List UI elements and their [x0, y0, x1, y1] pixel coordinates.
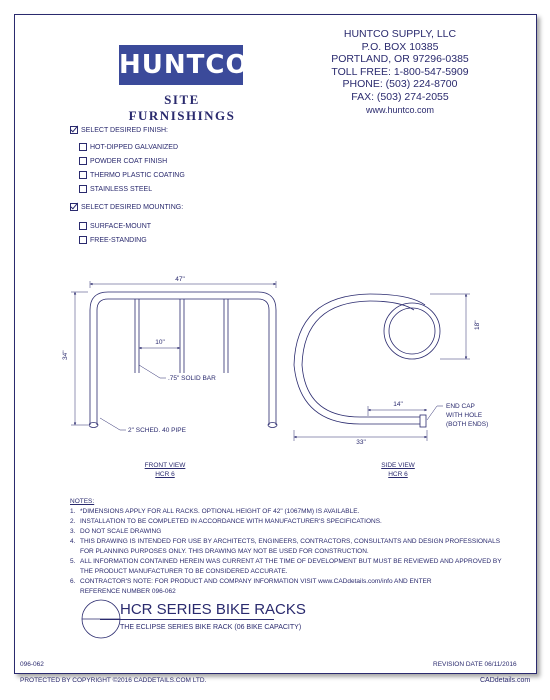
note-text: INSTALLATION TO BE COMPLETED IN ACCORDANCE WITH MANUFACTURER'S SPECIFICATIONS.	[80, 518, 382, 525]
note-item	[70, 567, 502, 577]
option-label: SURFACE-MOUNT	[90, 222, 152, 230]
drawing-title: HCR SERIES BIKE RACKS	[120, 601, 306, 618]
note-item	[70, 537, 502, 547]
note-item	[70, 547, 502, 557]
side-end-cap	[420, 415, 426, 427]
front-spacing-label: 10"	[155, 339, 165, 346]
drawing-subtitle: THE ECLIPSE SERIES BIKE RACK (06 BIKE CAPACITY)	[120, 624, 302, 631]
front-frame-outer	[90, 292, 276, 425]
end-cap-label-2: WITH HOLE	[446, 412, 483, 419]
option-label: THERMO PLASTIC COATING	[90, 171, 185, 179]
note-number: 2.	[70, 518, 76, 525]
note-item	[70, 527, 502, 537]
option-label: POWDER COAT FINISH	[90, 157, 168, 165]
note-item	[70, 577, 502, 587]
front-solid-bar-1	[135, 299, 139, 373]
company-name: HUNTCO SUPPLY, LLC	[343, 28, 457, 40]
end-cap-label-3: (BOTH ENDS)	[446, 421, 489, 428]
front-width-label: 47"	[175, 276, 185, 283]
note-text: FOR PLANNING PURPOSES ONLY. THIS DRAWING MAY NOT BE USED FOR CONSTRUCTION.	[80, 548, 369, 555]
option-label: STAINLESS STEEL	[90, 185, 153, 193]
note-item	[70, 517, 502, 527]
side-top-loop-inner	[389, 308, 435, 354]
company-phone: PHONE: (503) 224-8700	[342, 78, 458, 91]
side-view-label: SIDE VIEW	[381, 462, 415, 469]
company-po-box: P.O. BOX 10385	[361, 40, 439, 53]
notes-heading: NOTES:	[70, 498, 95, 505]
caddetails-link[interactable]: CADdetails.com	[480, 677, 531, 684]
note-number	[70, 567, 80, 577]
company-city: PORTLAND, OR 97296-0385	[331, 53, 469, 66]
option-label: FREE-STANDING	[90, 236, 147, 244]
note-number: 1.	[70, 508, 76, 515]
copyright-notice: PROTECTED BY COPYRIGHT ©2016 CADDETAILS.COM LTD.	[20, 677, 207, 684]
note-number	[70, 587, 80, 597]
note-text: REFERENCE NUMBER 096-062	[80, 588, 176, 595]
note-text: THE PRODUCT MANUFACTURER TO BE CONSIDERED ACCURATE.	[80, 568, 288, 575]
side-view-model: HCR 6	[388, 471, 408, 478]
note-number: 5.	[70, 558, 76, 565]
front-solid-bar-3	[224, 299, 228, 373]
note-number: 3.	[70, 528, 76, 535]
side-profile-inner	[302, 301, 414, 417]
side-inner-label: 14"	[393, 401, 403, 408]
front-height-label: 34"	[62, 350, 69, 360]
company-fax: FAX: (503) 274-2055	[351, 90, 449, 103]
revision-date: REVISION DATE 06/11/2016	[433, 661, 517, 668]
note-item	[70, 557, 502, 567]
logo-tagline: SITE FURNISHINGS	[128, 92, 236, 123]
note-item	[70, 507, 502, 517]
note-text: *DIMENSIONS APPLY FOR ALL RACKS. OPTIONAL HEIGHT OF 42" (1067MM) IS AVAILABLE.	[80, 508, 360, 515]
notes-section	[70, 497, 502, 597]
side-length-label: 33"	[356, 439, 366, 446]
option-label: HOT-DIPPED GALVANIZED	[90, 143, 179, 151]
note-text: THIS DRAWING IS INTENDED FOR USE BY ARCHITECTS, ENGINEERS, CONTRACTORS, CONSULTANTS AND DESIGN PROFESSIONALS	[80, 538, 501, 545]
title-underline	[100, 619, 274, 620]
side-top-loop	[384, 303, 440, 359]
end-cap-label-1: END CAP	[446, 403, 475, 410]
reference-number: 096-062	[20, 661, 44, 668]
front-view-model: HCR 6	[155, 471, 175, 478]
note-item	[70, 587, 502, 597]
mounting-heading-label: SELECT DESIRED MOUNTING:	[81, 203, 184, 211]
pipe-label: 2" SCHED. 40 PIPE	[128, 427, 186, 434]
note-number: 4.	[70, 538, 76, 545]
front-height-extension	[71, 292, 88, 425]
note-text: DO NOT SCALE DRAWING	[80, 528, 162, 535]
note-text: ALL INFORMATION CONTAINED HEREIN WAS CURRENT AT THE TIME OF DEVELOPMENT BUT MUST BE REVIEWED AND APPROVED BY	[80, 558, 502, 565]
company-website: www.huntco.com	[365, 104, 435, 115]
company-toll-free: TOLL FREE: 1-800-547-5909	[331, 65, 469, 78]
solid-bar-label: .75" SOLID BAR	[168, 375, 216, 382]
note-text: CONTRACTOR'S NOTE: FOR PRODUCT AND COMPANY INFORMATION VISIT www.CADdetails.com/info AND ENTER	[80, 578, 432, 585]
front-view-label: FRONT VIEW	[144, 462, 186, 469]
note-number	[70, 547, 80, 557]
finish-heading-label: SELECT DESIRED FINISH:	[81, 126, 169, 134]
front-solid-bar-2	[180, 299, 184, 373]
end-cap-leader	[427, 406, 443, 420]
front-frame-inner	[97, 299, 269, 425]
pipe-leader	[100, 418, 126, 430]
side-height-label: 18"	[474, 320, 481, 330]
solid-bar-leader	[139, 365, 166, 378]
note-number: 6.	[70, 578, 76, 585]
huntco-logo: HUNTCO	[119, 45, 243, 85]
side-height-extension	[430, 294, 470, 359]
